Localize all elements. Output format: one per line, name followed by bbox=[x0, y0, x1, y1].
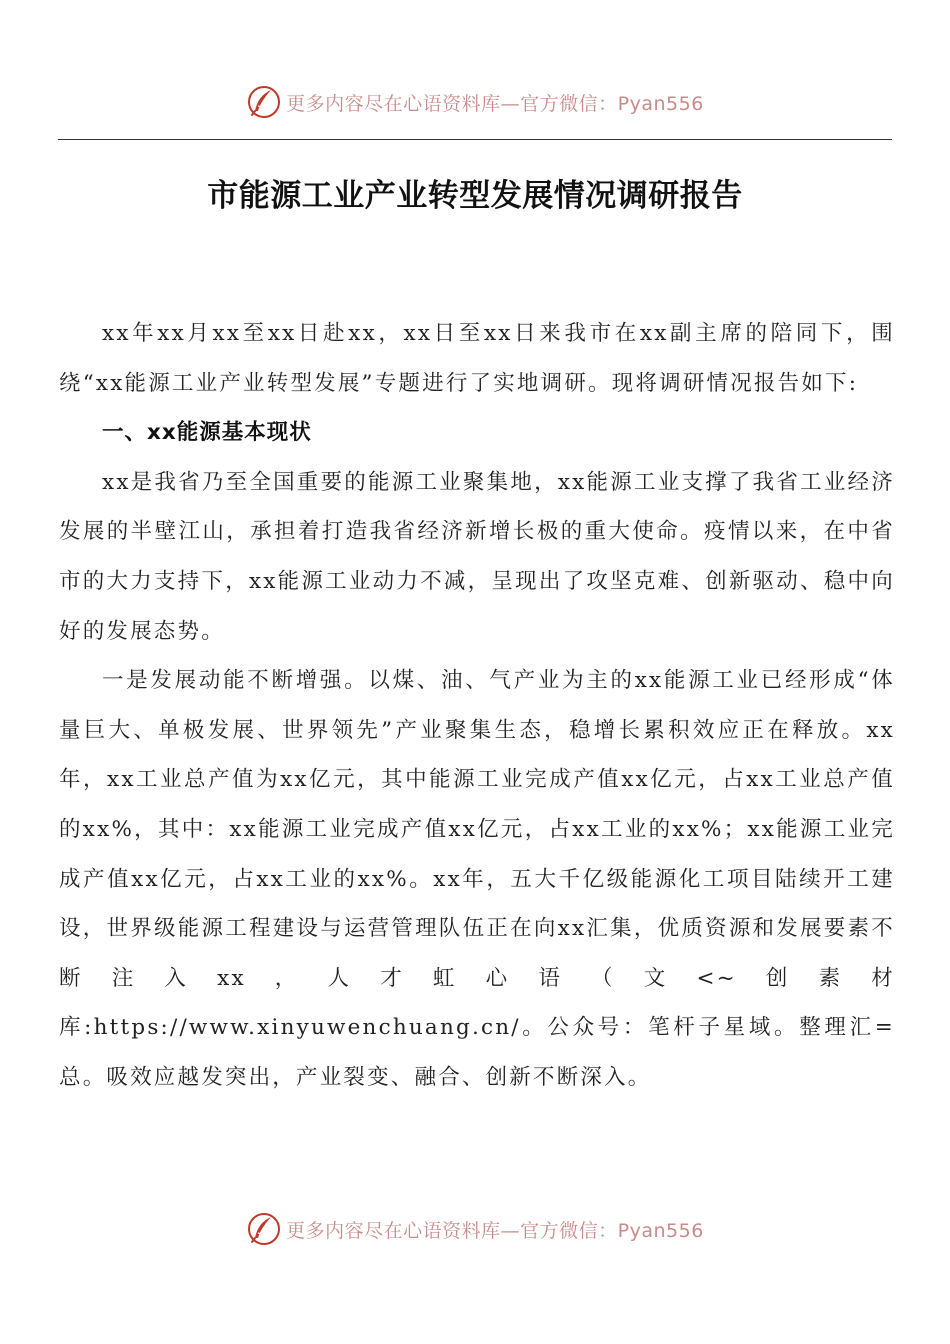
intro-paragraph: xx年xx月xx至xx日赴xx，xx日至xx日来我市在xx副主席的陪同下，围绕“xx能源工业产业转型发展”专题进行了实地调研。现将调研情况报告如下: bbox=[59, 321, 895, 396]
section-1-heading: 一、xx能源基本现状 bbox=[102, 420, 312, 446]
feather-pen-logo-icon bbox=[246, 84, 282, 120]
header-divider bbox=[58, 139, 892, 140]
section-1-paragraph-1: xx是我省乃至全国重要的能源工业聚集地，xx能源工业支撑了我省工业经济发展的半壁江山，承担着打造我省经济新增长极的重大使命。疫情以来，在中省市的大力支持下，xx能源工业动力不减，呈现出了攻坚克难、创新驱动、稳中向好的发展态势。 bbox=[59, 469, 895, 644]
footer-wechat-id: Pyan556 bbox=[617, 1219, 704, 1242]
document-body bbox=[59, 309, 895, 1103]
footer-banner bbox=[0, 1209, 950, 1249]
feather-pen-logo-icon bbox=[246, 1211, 282, 1247]
header-banner bbox=[0, 82, 950, 122]
header-banner-text: 更多内容尽在心语资料库—官方微信：Pyan556 bbox=[286, 92, 704, 115]
footer-banner-text: 更多内容尽在心语资料库—官方微信：Pyan556 bbox=[286, 1219, 704, 1242]
header-wechat-id: Pyan556 bbox=[617, 92, 704, 115]
section-1-paragraph-2: 一是发展动能不断增强。以煤、油、气产业为主的xx能源工业已经形成“体量巨大、单极发展、世界领先”产业聚集生态，稳增长累积效应正在释放。xx年，xx工业总产值为xx亿元，其中能源工业完成产值xx亿元，占xx工业总产值的xx%，其中：xx能源工业完成产值xx亿元，占xx工业的xx%；xx能源工业完成产值xx亿元，占xx工业的xx%。xx年，五大千亿级能源化工项目陆续开工建设，世界级能源工程建设与运营管理队伍正在向xx汇集，优质资源和发展要素不断注入xx，人才虹心语（文<~创素材库:https://www.xinyuwenchuang.cn/。公众号：笔杆子星域。整理汇=总。吸效应越发突出，产业裂变、融合、创新不断深入。 bbox=[59, 668, 895, 1090]
document-title: 市能源工业产业转型发展情况调研报告 bbox=[207, 178, 743, 214]
